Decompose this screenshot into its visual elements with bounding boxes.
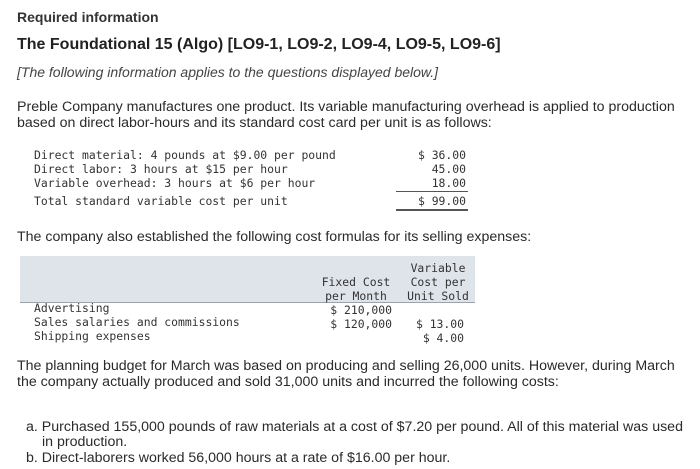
cost-total-label: Total standard variable cost per unit [34,194,288,208]
planning-line-2: the company actually produced and sold 31,000 units and incurred the following costs: [17,374,559,390]
intro-line-2: based on direct labor-hours and its standard cost card per unit is as follows: [17,115,492,131]
cost-row-value: $ 36.00 [417,148,466,162]
problem-title: The Foundational 15 (Algo) [LO9-1, LO9-2, LO9-4, LO9-5, LO9-6] [17,36,501,53]
fixed-cost-header [318,275,394,303]
cost-row-label: Direct material: 4 pounds at $9.00 per pound [34,148,336,162]
required-information-heading: Required information [17,9,159,25]
item-a-line-2: in production. [42,434,128,450]
planning-line-1: The planning budget for March was based on producing and selling 26,000 units. However, during March [17,358,675,374]
cost-total-value: $ 99.00 [417,194,466,208]
item-a-line-1: a. Purchased 155,000 pounds of raw materials at a cost of $7.20 per pound. All of this material was used [26,419,683,435]
variable-cost-header [402,261,474,303]
expense-row-label: Advertising [34,301,110,315]
variable-header-line: Cost per [410,275,466,289]
problem-note: [The following information applies to the questions displayed below.] [17,64,439,80]
variable-header-line: Unit Sold [407,289,469,303]
cost-row-value: 18.00 [431,176,466,190]
expense-row-label: Shipping expenses [34,329,151,343]
selling-intro: The company also established the following cost formulas for its selling expenses: [17,229,532,245]
subtotal-rule [396,191,468,192]
expense-fixed-value: $ 120,000 [330,317,392,331]
variable-header-line: Variable [410,261,466,275]
item-b: b. Direct-laborers worked 56,000 hours at a rate of $16.00 per hour. [26,450,451,466]
total-double-rule [396,209,468,211]
expense-row-label: Sales salaries and commissions [34,315,240,329]
expense-variable-value: $ 13.00 [415,317,464,331]
expense-fixed-value: $ 210,000 [330,303,392,317]
fixed-header-line: per Month [325,289,387,303]
expense-variable-value: $ 4.00 [422,331,464,345]
cost-row-label: Direct labor: 3 hours at $15 per hour [34,162,288,176]
fixed-header-line: Fixed Cost [321,275,391,289]
cost-row-value: 45.00 [431,162,466,176]
intro-line-1: Preble Company manufactures one product. Its variable manufacturing overhead is applied to production [17,99,675,115]
cost-row-label: Variable overhead: 3 hours at $6 per hour [34,176,316,190]
